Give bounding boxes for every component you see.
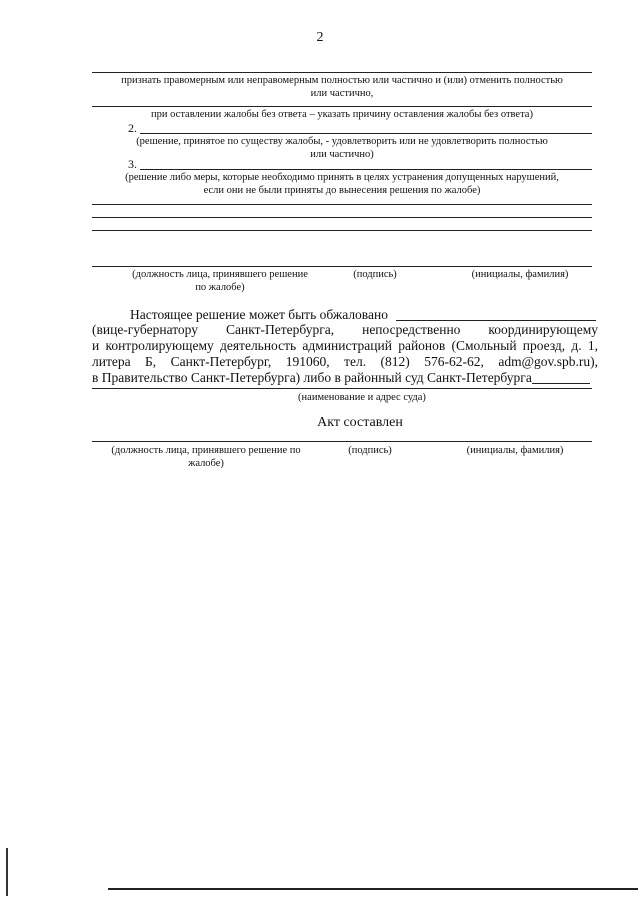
appeal-line [92, 321, 598, 338]
appeal-line: литера Б, Санкт-Петербург, 191060, тел. (812) 576-62-62, adm@gov.spb.ru), [92, 354, 598, 369]
appeal-blank-line [532, 383, 590, 384]
appeal-text: Настоящее решение может быть обжаловано [130, 307, 388, 322]
form-line [92, 72, 592, 73]
initials-caption: (инициалы, фамилия) [466, 445, 564, 456]
scan-edge-left [6, 848, 8, 896]
caption-line: признать правомерным или неправомерным полностью или частично и (или) отменить полностью [121, 75, 563, 86]
appeal-text: (вице-губернатору [92, 322, 199, 337]
court-line [92, 388, 592, 389]
signature-caption: (подпись) [353, 269, 397, 280]
form-line [92, 217, 592, 218]
signature-line [92, 441, 592, 442]
position-caption: по жалобе) [195, 282, 245, 293]
page-number: 2 [316, 30, 324, 45]
caption-line: или частично, [310, 88, 374, 99]
position-caption: жалобе) [188, 458, 224, 469]
item-number: 2. [128, 121, 137, 135]
act-title: Акт составлен [317, 415, 403, 430]
caption-line: (решение либо меры, которые необходимо принять в целях устранения допущенных нарушений, [125, 172, 559, 183]
appeal-line: в Правительство Санкт-Петербурга) либо в районный суд Санкт-Петербурга [92, 370, 532, 385]
caption-line: если они не были приняты до вынесения решения по жалобе) [203, 185, 481, 196]
item-number: 3. [128, 157, 137, 171]
scan-edge-bottom [108, 888, 638, 890]
court-caption: (наименование и адрес суда) [298, 392, 426, 403]
form-line [92, 204, 592, 205]
caption-line: при оставлении жалобы без ответа – указать причину оставления жалобы без ответа) [151, 109, 533, 120]
appeal-text: непосредственно [362, 322, 461, 337]
signature-caption: (подпись) [348, 445, 392, 456]
form-line [92, 106, 592, 107]
caption-line: (решение, принятое по существу жалобы, - удовлетворить или не удовлетворить полностью [136, 136, 548, 147]
signature-line [92, 266, 592, 267]
appeal-text: Санкт-Петербурга, [225, 322, 335, 337]
appeal-text: координирующему [488, 322, 598, 337]
form-line [92, 230, 592, 231]
position-caption: (должность лица, принявшего решение по [111, 445, 301, 456]
caption-line: или частично) [310, 149, 374, 160]
form-line [140, 133, 592, 134]
position-caption: (должность лица, принявшего решение [132, 269, 308, 280]
appeal-line: и контролирующему деятельность администраций районов (Смольный проезд, д. 1, [92, 338, 598, 353]
initials-caption: (инициалы, фамилия) [471, 269, 569, 280]
form-line [140, 169, 592, 170]
